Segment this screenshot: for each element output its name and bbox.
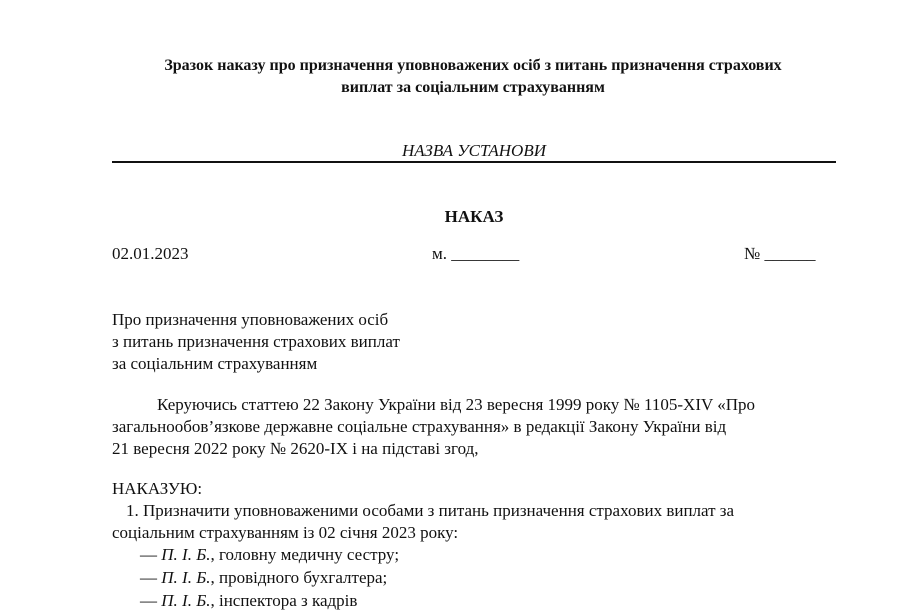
order-item-1 — [112, 500, 836, 544]
order-item-1-line-2: соціальним страхуванням із 02 січня 2023 року: — [112, 523, 459, 542]
preamble-line-3: 21 вересня 2022 року № 2620-IX і на підставі згод, — [112, 439, 479, 458]
order-heading: НАКАЗ — [444, 207, 504, 226]
order-subject-line-1: Про призначення уповноважених осіб — [112, 310, 389, 329]
appointee-list-item — [140, 590, 357, 612]
appointee-list-item — [140, 544, 399, 566]
order-date: 02.01.2023 — [112, 244, 189, 263]
list-dash: — — [140, 568, 157, 587]
appointee-name: П. І. Б. — [161, 591, 211, 610]
preamble-line-2: загальнообов’язкове державне соціальне страхування» в редакції Закону України від — [112, 417, 727, 436]
appointee-role: , провідного бухгалтера; — [210, 568, 388, 587]
appointee-name: П. І. Б. — [161, 568, 211, 587]
list-dash: — — [140, 591, 157, 610]
appointee-role: , головну медичну сестру; — [210, 545, 400, 564]
order-directive-word: НАКАЗУЮ: — [112, 479, 203, 498]
document-title — [100, 55, 846, 99]
appointee-list-item — [140, 567, 387, 589]
order-place: м. ________ — [432, 244, 520, 263]
appointee-name: П. І. Б. — [161, 545, 211, 564]
preamble-line-1: Керуючись статтею 22 Закону України від 23 вересня 1999 року № 1105-XIV «Про — [157, 395, 755, 414]
order-item-1-line-1: 1. Призначити уповноваженими особами з питань призначення страхових виплат за — [126, 501, 735, 520]
document-title-line-2: виплат за соціальним страхуванням — [341, 79, 605, 96]
order-subject-line-3: за соціальним страхуванням — [112, 354, 318, 373]
organization-name: НАЗВА УСТАНОВИ — [402, 141, 546, 160]
organization-underline — [112, 161, 836, 163]
order-subject — [112, 309, 400, 375]
appointee-role: , інспектора з кадрів — [210, 591, 358, 610]
order-number: № ______ — [744, 244, 816, 263]
order-preamble — [112, 394, 836, 460]
list-dash: — — [140, 545, 157, 564]
document-title-line-1: Зразок наказу про призначення уповноважених осіб з питань призначення страхових — [164, 57, 782, 74]
order-subject-line-2: з питань призначення страхових виплат — [112, 332, 400, 351]
